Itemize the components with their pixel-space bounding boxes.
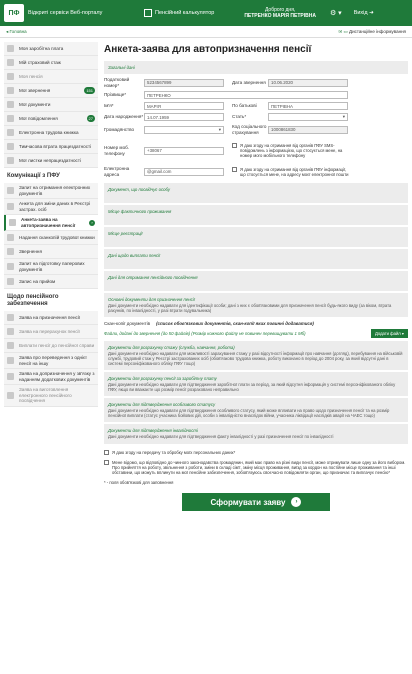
form-icon [7, 314, 14, 321]
email-field[interactable]: @gmail.com [144, 168, 224, 176]
legal-consent-text: Мене відомо, що відповідно до чинного законодавства громадянин, який має право на різні види пенсії, може отримувати лише одну за його вибором. Про прийняття на роботу, звільнення з роботи, зміни в складі сім'ї, зміну місця проживання, виїзд за кордон на постійне місце проживання та інші обставини, що можуть вплинути на мої пенсійне забезпечення, зобов'язуюсь своєчасно повідомляти орган, що призначає та виплачує пенсію* [112, 460, 406, 475]
portal-brand[interactable]: Відкриті сервіси Веб-порталу [28, 9, 103, 16]
sidebar-item-label: Виплати пенсії до пенсійної справи [19, 342, 95, 348]
salary-docs-title: Документи для розрахунку пенсії за заробітну плату [108, 376, 217, 381]
sidebar-item-label: Мої звернення [19, 87, 51, 93]
sidebar-item-label: Запит на отримання електронних документів [19, 185, 91, 196]
phone-field[interactable]: +38067 [144, 147, 224, 155]
phone-label: Номер моб. телефону [104, 145, 130, 156]
insured-code-field[interactable]: 1000861830 [268, 126, 348, 134]
row-legal-consent [104, 460, 408, 475]
pension-calculator-link[interactable] [144, 9, 214, 17]
logout-button[interactable] [354, 10, 374, 16]
sidebar-item-label: Моя заробітна плата [19, 45, 64, 51]
sidebar-item-registry-change[interactable] [4, 199, 98, 215]
add-file-button[interactable]: Додати файл ▾ [371, 329, 408, 338]
document-icon [7, 101, 14, 108]
chevron-down-icon: ▾ [218, 126, 221, 132]
folder-icon [7, 87, 14, 94]
sidebar-item-label: Надання сканкопій трудової книжки [19, 234, 95, 240]
wallet-icon [7, 45, 14, 52]
section-main-documents [104, 293, 408, 317]
main-content [104, 42, 408, 511]
row-birth [104, 113, 408, 121]
pfu-logo[interactable]: ПФ [4, 4, 24, 22]
sidebar-item-pension-appoint[interactable] [4, 311, 98, 325]
sidebar-item-label: Заява на допризначення у зв'язку з наданням додаткових документів [19, 371, 95, 382]
email-label: Електронна адреса [104, 166, 130, 177]
calendar-icon [7, 278, 14, 285]
clock-icon [7, 59, 14, 66]
sidebar-item-auto-pension[interactable] [4, 215, 98, 231]
sidebar-item-salary[interactable] [4, 42, 98, 56]
mail-icon: ✉ ▭ [338, 28, 350, 34]
sidebar-item-label: Мої документи [19, 101, 51, 107]
required-fields-note: * - поля обов'язкові для заповнення [104, 480, 174, 485]
messages-count-badge: 27 [88, 115, 93, 121]
sidebar-item-label: Заява на виготовлення електронного пенсійного посвідчення [19, 387, 72, 403]
printer-icon [7, 263, 14, 270]
email-consent [232, 167, 352, 177]
sidebar-item-label: Анкета для зміни даних в Реєстрі застрах. осіб [19, 201, 91, 212]
name-field[interactable]: МАРІЯ [144, 102, 224, 110]
row-phone [104, 143, 408, 158]
disability-docs-title: Документи для підтвердження інвалідності [108, 428, 198, 433]
sidebar-item-disability-temp[interactable] [4, 140, 98, 154]
edit-icon [7, 203, 14, 210]
submit-label: Сформувати заяву [210, 497, 286, 507]
sex-select[interactable] [268, 113, 348, 121]
sidebar-item-label: Мій страховий стаж [19, 59, 61, 65]
sidebar-item-workbook-scans[interactable] [4, 231, 98, 245]
legal-consent-checkbox[interactable] [104, 460, 109, 465]
row-tax-date [104, 77, 408, 88]
sidebar-item-label: Звернення [19, 248, 42, 254]
sidebar-item-appeals[interactable] [4, 84, 98, 98]
sms-consent-checkbox[interactable] [232, 143, 237, 148]
birth-date-field[interactable]: 14.07.1959 [144, 113, 224, 121]
card-icon [7, 392, 14, 399]
scan-icon [7, 234, 14, 241]
patronymic-field[interactable]: ПЕТРІВНА [268, 102, 348, 110]
sidebar-item-appeal[interactable] [4, 245, 98, 259]
row-scans [104, 321, 408, 326]
appeals-count-badge: 151 [86, 87, 93, 93]
breadcrumb [0, 26, 412, 38]
transfer-icon [7, 357, 14, 364]
sidebar-item-sick-leaves[interactable] [4, 154, 98, 168]
section-special-docs[interactable] [104, 398, 408, 422]
user-greeting [244, 7, 316, 19]
stage-docs-title: Документи для розрахунку стажу (служба, навчання, робота) [108, 345, 235, 350]
special-docs-title: Документи для підтвердження особливого статусу [108, 402, 216, 407]
sex-label: Стать* [232, 114, 247, 120]
files-note: Файли, додані до звернення (до 50 файлів) (Розмір кожного файлу не повинен перевищувати 1 Мб) [104, 331, 306, 336]
main-docs-title: Основні документи для призначення пенсії [108, 297, 195, 302]
name-label: Ім'я* [104, 103, 114, 109]
section-salary-docs[interactable] [104, 372, 408, 396]
user-name: ПЕТРЕНКО МАРІЯ ПЕТРІВНА [244, 13, 316, 19]
insured-code-label: Код соціального страхування [232, 124, 267, 135]
section-payment[interactable]: Дані щодо виплати пенсії [104, 249, 408, 269]
special-docs-text: Дані документи необхідно надавати для підтвердження особливого статусу, який може впливати на право щодо призначення пенсії та на розмір пенсійної виплати (статус учасника бойових дій, особи з інвалідністю внаслідок війни, учасника ліквідації наслідків аварії на ЧАЕС тощо) [108, 408, 390, 418]
medical-icon [7, 143, 14, 150]
remote-info-label: Дистанційне інформування [349, 28, 406, 34]
sms-consent-text: Я даю згоду на отримання від органів ПФУ SMS-повідомлень з інформацією, що стосується мене, на номер мого мобільного телефону [240, 143, 343, 158]
logout-arrow-icon: ➜ [369, 10, 374, 16]
chevron-right-icon: › [89, 220, 95, 226]
calculator-label: Пенсійний калькулятор [155, 10, 215, 16]
sidebar-item-pension-additional[interactable] [4, 369, 98, 385]
chat-icon [7, 248, 14, 255]
scans-label: Скан-копії документів [104, 321, 151, 326]
sidebar [4, 42, 98, 511]
payment-icon [7, 342, 14, 349]
sidebar-item-e-docs-request[interactable] [4, 183, 98, 199]
main-docs-text: Дані документи необхідно надавати для ідентифікації особи; дані з них є обов'язковими для призначення пенсії будь-якого виду (за віком, втрата рахунків, по інвалідності, у разі втрати годувальника) [108, 303, 392, 313]
message-icon [7, 115, 14, 122]
greeting-line: Доброго дня, [264, 7, 296, 13]
sidebar-item-pension-transfer[interactable] [4, 353, 98, 369]
sidebar-item-appointment[interactable] [4, 275, 98, 289]
sidebar-item-pension-certificate[interactable] [4, 385, 98, 407]
row-citizenship [104, 124, 408, 135]
disability-docs-text: Дані документи необхідно надавати для підтвердження факту інвалідності у разі призначення пенсії по інвалідності [108, 434, 334, 439]
sidebar-item-label: Анкета-заява на автопризначення пенсії [21, 217, 76, 228]
citizenship-label: Громадянство [104, 126, 135, 132]
calculator-icon [144, 9, 152, 17]
sidebar-item-label: Моя пенсія [19, 73, 43, 79]
book-icon [7, 129, 14, 136]
email-consent-text: Я даю згоду на отримання від органів ПФУ інформації, що стосується мене, на адресу моєї електронної пошти [240, 166, 349, 177]
sidebar-item-pension[interactable] [4, 70, 98, 84]
patronymic-label: По батькові [232, 103, 257, 109]
page-title: Анкета-заява для автопризначення пенсії [104, 44, 312, 55]
breadcrumb-home-label: Головна [9, 28, 27, 34]
stage-docs-text: Дані документи необхідно надавати для можливості зарахування стажу у разі відсутності інформації про навчання (догляд), перебування на військовій службі, трудовий стаж у Реєстрі застрахованих осіб (обов'язково трудова книжка, роботу виконано в період до 2004 року, за який відсутні дані в системі персоніфікованого обліку ПФУ тощо) [108, 351, 403, 366]
surname-label: Прізвище* [104, 92, 127, 98]
form-icon [9, 219, 16, 226]
gear-icon[interactable]: ⚙ ▾ [329, 10, 342, 17]
sidebar-item-label: Тимчасова втрата працездатності [19, 143, 92, 149]
sidebar-item-label: Мої повідомлення [19, 115, 58, 121]
sidebar-item-pension-recalc[interactable] [4, 325, 98, 339]
email-consent-checkbox[interactable] [232, 167, 237, 172]
recalc-icon [7, 328, 14, 335]
row-files [104, 329, 408, 338]
remote-info-link[interactable] [338, 29, 406, 35]
row-name [104, 102, 408, 110]
sidebar-section-communications: Комунікації з ПФУ [7, 173, 60, 179]
attach-icon [7, 373, 14, 380]
logout-label: Вихід [353, 10, 368, 16]
sms-consent [232, 143, 352, 158]
sidebar-item-label: Запит на підготовку паперових документів [19, 261, 85, 272]
birth-date-label: Дата народження* [104, 114, 144, 120]
sidebar-item-label: Запис на прийом [19, 278, 56, 284]
salary-docs-text: Дані документи необхідно надавати для підтвердження заробітної плати за період, за який відсутня інформація у системі персоніфікованого обліку ПФУ, якщо ви вважаєте що розмір пенсії розраховано неправильно [108, 382, 396, 392]
row-email [104, 166, 408, 177]
row-personal-consent [104, 450, 408, 455]
sheet-icon [7, 157, 14, 164]
sidebar-section-pension: Щодо пенсійного забезпечення [7, 294, 59, 307]
appeal-date-label: Дата звернення [232, 79, 266, 85]
section-general: Загальні дані [104, 61, 408, 74]
section-residence[interactable]: Місце фактичного проживання [104, 205, 408, 225]
personal-data-consent-text: Я даю згоду на передачу та обробку моїх персональних даних* [112, 450, 236, 455]
section-registration[interactable]: Місце реєстрації [104, 227, 408, 247]
sidebar-item-label: Мої листки непрацездатності [19, 157, 81, 163]
sidebar-item-label: Електронна трудова книжка [19, 129, 79, 135]
tax-number-label: Податковий номер* [104, 77, 130, 88]
scans-note[interactable]: (список обов'язкових документів, скан-копії яких повинні додаватися) [156, 321, 314, 326]
surname-field[interactable]: ПЕТРЕНКО [144, 91, 348, 99]
sidebar-item-label: Заява про переведення з однієї пенсії на іншу [19, 355, 87, 366]
row-surname [104, 91, 408, 99]
section-id-document[interactable]: Документ, що посвідчує особу [104, 183, 408, 203]
sidebar-item-experience[interactable] [4, 56, 98, 70]
submit-button[interactable] [182, 493, 330, 511]
citizenship-select[interactable] [144, 126, 224, 134]
sidebar-item-label: Заява на перерахунок пенсії [19, 328, 80, 334]
section-stage-docs[interactable] [104, 341, 408, 370]
sidebar-item-workbook[interactable] [4, 126, 98, 140]
chevron-down-icon: ▾ [342, 114, 345, 119]
arrow-right-icon: › [291, 497, 301, 507]
request-icon [7, 187, 14, 194]
sidebar-item-documents[interactable] [4, 98, 98, 112]
personal-data-checkbox[interactable] [104, 450, 109, 455]
top-bar [0, 0, 412, 26]
pension-icon [7, 73, 14, 80]
section-disability-docs[interactable] [104, 424, 408, 444]
appeal-date-field[interactable]: 10.06.2020 [268, 79, 348, 87]
breadcrumb-home[interactable]: ◂ Головна [6, 28, 27, 34]
sidebar-item-pension-payments[interactable] [4, 339, 98, 353]
sidebar-item-messages[interactable] [4, 112, 98, 126]
section-certificate[interactable]: Дані для отримання пенсійного посвідчення [104, 271, 408, 291]
tax-number-field[interactable]: 5234567899 [144, 79, 224, 87]
sidebar-item-label: Заява на призначення пенсії [19, 314, 81, 320]
sidebar-item-paper-docs[interactable] [4, 259, 98, 275]
